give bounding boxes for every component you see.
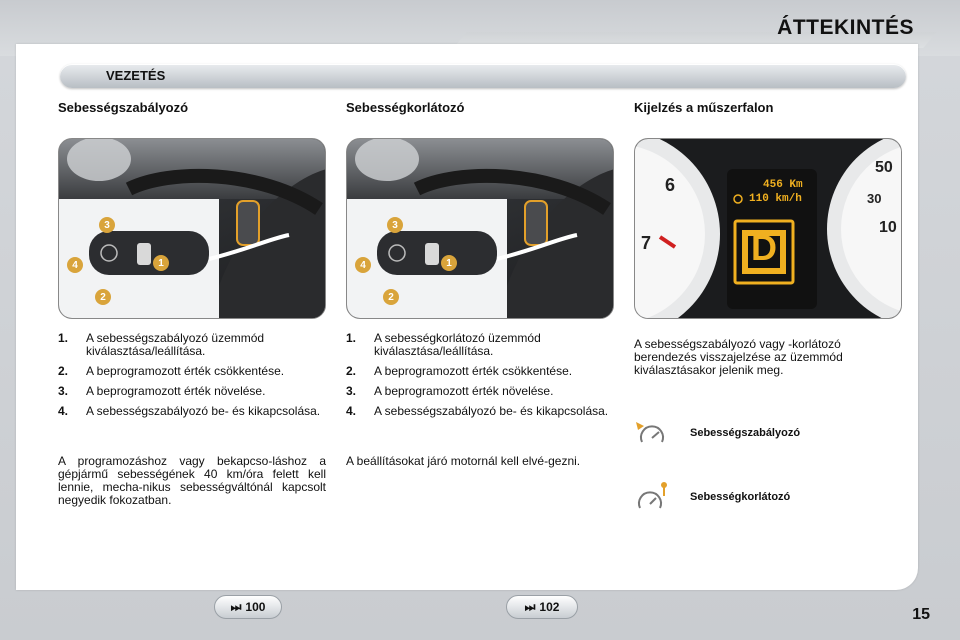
column-heading: Kijelzés a műszerfalon <box>634 100 774 115</box>
callout-2: 2 <box>95 289 111 305</box>
note-paragraph: A programozáshoz vagy bekapcso-láshoz a gépjármű sebességének 40 km/óra felett kell lennie, mecha-nikus sebességváltónál kapcsolt negyedik fokozatban. <box>58 454 326 507</box>
xref-label: 102 <box>539 600 560 614</box>
dashboard-photo <box>634 138 902 319</box>
legend-speed-limiter <box>634 482 790 512</box>
page-title: ÁTTEKINTÉS <box>777 16 914 39</box>
list-item <box>58 332 328 358</box>
speedo-mark-50: 50 <box>875 159 893 176</box>
column-heading: Sebességkorlátozó <box>346 100 465 115</box>
item-number: 2. <box>346 364 357 378</box>
stalk-photo <box>346 138 614 319</box>
column-dashboard-display <box>634 100 906 503</box>
item-text: A sebességkorlátozó üzemmód kiválasztása/leállítása. <box>374 331 541 358</box>
item-number: 2. <box>58 364 69 378</box>
item-text: A beprogramozott érték növelése. <box>374 384 554 398</box>
callout-3: 3 <box>99 217 115 233</box>
xref-label: 100 <box>245 600 266 614</box>
page-number: 15 <box>912 606 930 623</box>
item-text: A beprogramozott érték csökkentése. <box>86 364 285 378</box>
list-item <box>58 405 328 418</box>
xref-button-102[interactable] <box>506 595 578 619</box>
item-number: 4. <box>346 404 357 418</box>
item-text: A beprogramozott érték csökkentése. <box>374 364 573 378</box>
callout-1: 1 <box>153 255 169 271</box>
lcd-speed-setting: 110 km/h <box>749 193 802 205</box>
callout-4: 4 <box>67 257 83 273</box>
instruction-list <box>58 332 328 425</box>
tacho-mark-6: 6 <box>665 175 676 195</box>
speedo-mark-10: 10 <box>879 219 897 236</box>
double-arrow-icon: ⏭ <box>524 599 536 614</box>
column-heading: Sebességszabályozó <box>58 100 189 115</box>
speed-limiter-icon <box>634 482 668 512</box>
item-text: A sebességszabályozó be- és kikapcsolása. <box>374 404 609 418</box>
column-cruise-control <box>58 100 330 507</box>
note-paragraph: A beállításokat járó motornál kell elvé-gezni. <box>346 454 581 468</box>
double-arrow-icon: ⏭ <box>230 599 242 614</box>
callout-2: 2 <box>383 289 399 305</box>
item-text: A sebességszabályozó be- és kikapcsolása. <box>86 404 321 418</box>
callout-4: 4 <box>355 257 371 273</box>
lcd-odometer: 456 Km <box>763 179 803 191</box>
list-item <box>346 405 616 418</box>
xref-button-100[interactable] <box>214 595 282 619</box>
instruction-list <box>346 332 616 425</box>
legend-label: Sebességszabályozó <box>690 427 801 439</box>
item-number: 3. <box>58 384 69 398</box>
list-item <box>346 365 616 378</box>
callout-3: 3 <box>387 217 403 233</box>
item-text: A beprogramozott érték növelése. <box>86 384 266 398</box>
callout-1: 1 <box>441 255 457 271</box>
legend-cruise-control <box>634 418 800 448</box>
section-title: VEZETÉS <box>106 68 166 83</box>
section-bar <box>60 64 906 88</box>
item-number: 1. <box>58 331 69 345</box>
stalk-photo <box>58 138 326 319</box>
list-item <box>58 365 328 378</box>
cruise-control-icon <box>634 418 668 448</box>
legend-label: Sebességkorlátozó <box>690 491 791 503</box>
item-number: 3. <box>346 384 357 398</box>
item-text: A sebességszabályozó üzemmód kiválasztása/leállítása. <box>86 331 265 358</box>
list-item <box>346 332 616 358</box>
column-speed-limiter <box>346 100 618 468</box>
item-number: 1. <box>346 331 357 345</box>
lcd-gear: D <box>751 227 777 268</box>
speedo-mark-30: 30 <box>867 191 882 206</box>
item-number: 4. <box>58 404 69 418</box>
list-item <box>346 385 616 398</box>
tacho-mark-7: 7 <box>641 233 652 253</box>
list-item <box>58 385 328 398</box>
display-paragraph: A sebességszabályozó vagy -korlátozó berendezés visszajelzése az üzemmód kiválasztásakor jelenik meg. <box>634 337 843 377</box>
